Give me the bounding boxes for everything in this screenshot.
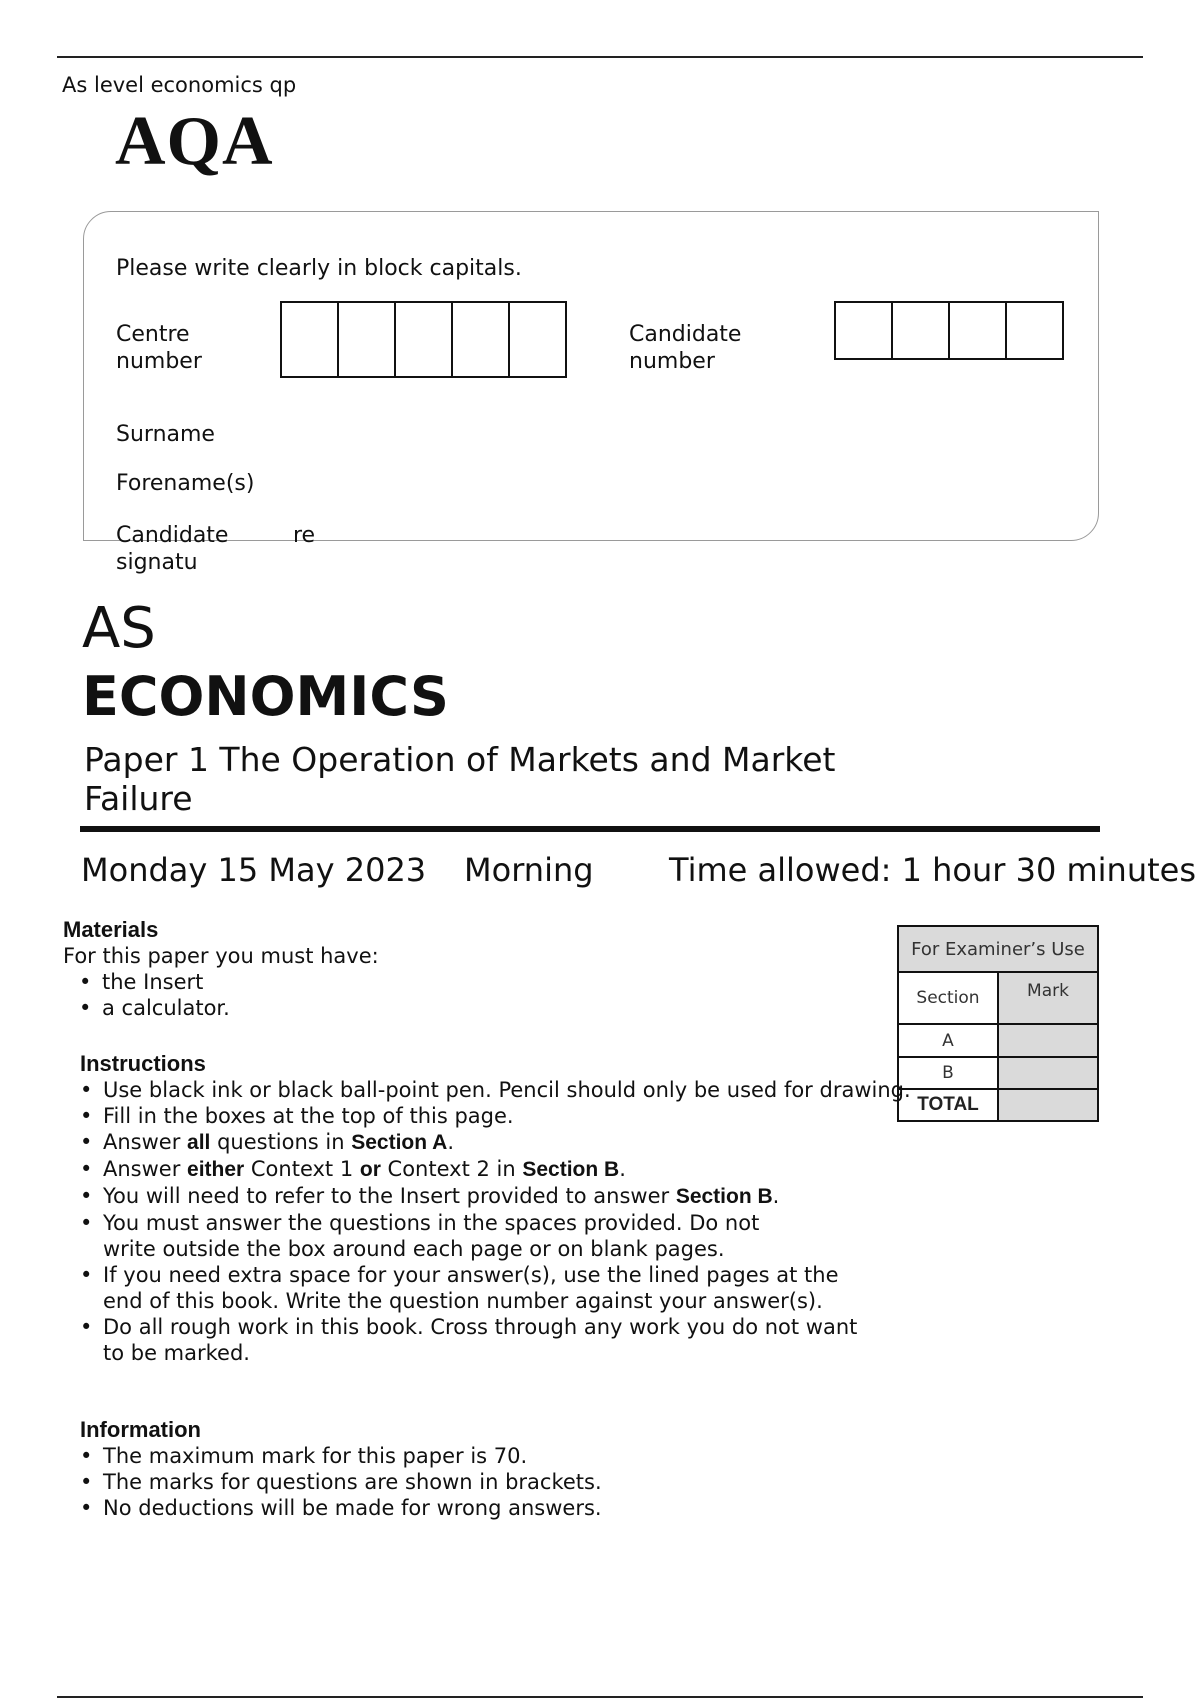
centre-number-label: Centre number <box>116 322 202 374</box>
centre-digit-box[interactable] <box>394 301 453 378</box>
signature-field[interactable] <box>330 518 1080 548</box>
list-item: • Do all rough work in this book. Cross through any work you do not want to be marked. <box>80 1314 863 1366</box>
list-item: • Answer either Context 1 or Context 2 in Section B. <box>80 1156 970 1183</box>
materials-heading: Materials <box>63 917 159 942</box>
materials-section <box>63 917 863 1021</box>
list-item: • If you need extra space for your answer(s), use the lined pages at the end of this book. Write the question number against your answer(s). <box>80 1262 843 1314</box>
section-column-header: Section <box>898 972 998 1024</box>
information-section <box>80 1417 880 1521</box>
centre-number-boxes <box>280 301 567 378</box>
section-a-cell: A <box>898 1024 998 1057</box>
title-rule <box>80 826 1100 832</box>
surname-label: Surname <box>116 422 215 447</box>
total-label: TOTAL <box>898 1089 998 1121</box>
candidate-digit-box[interactable] <box>948 301 1007 360</box>
candidate-digit-box[interactable] <box>891 301 950 360</box>
centre-digit-box[interactable] <box>508 301 567 378</box>
level-title: AS <box>82 596 156 661</box>
surname-field[interactable] <box>300 420 1080 450</box>
list-item: • The maximum mark for this paper is 70. <box>80 1443 880 1469</box>
list-item: • a calculator. <box>79 995 863 1021</box>
instructions-list <box>80 1077 970 1366</box>
examiner-table-title: For Examiner’s Use <box>898 926 1098 972</box>
examiner-use-table <box>897 925 1099 1122</box>
centre-digit-box[interactable] <box>337 301 396 378</box>
list-item: • Fill in the boxes at the top of this page. <box>80 1103 970 1129</box>
forename-label: Forename(s) <box>116 471 255 496</box>
bottom-rule <box>57 1696 1143 1698</box>
materials-intro: For this paper you must have: <box>63 944 379 968</box>
information-list <box>80 1443 880 1521</box>
list-item: • No deductions will be made for wrong answers. <box>80 1495 880 1521</box>
centre-digit-box[interactable] <box>451 301 510 378</box>
list-item: • the Insert <box>79 969 863 995</box>
exam-session: Morning <box>464 851 594 889</box>
candidate-number-boxes <box>834 301 1064 360</box>
candidate-number-label: Candidate number <box>629 322 742 374</box>
list-item: • Use black ink or black ball-point pen. Pencil should only be used for drawing. <box>80 1077 970 1103</box>
aqa-logo: AQA <box>115 103 274 180</box>
total-mark[interactable] <box>998 1089 1098 1121</box>
list-item: • You will need to refer to the Insert provided to answer Section B. <box>80 1183 970 1210</box>
candidate-digit-box[interactable] <box>834 301 893 360</box>
paper-title: Paper 1 The Operation of Markets and Market Failure <box>84 740 836 818</box>
section-b-cell: B <box>898 1057 998 1089</box>
list-item: • Answer all questions in Section A. <box>80 1129 970 1156</box>
materials-list <box>79 969 863 1021</box>
top-rule <box>57 56 1143 58</box>
document-label: As level economics qp <box>62 73 297 97</box>
information-heading: Information <box>80 1417 201 1442</box>
list-item: • You must answer the questions in the spaces provided. Do not write outside the box around each page or on blank pages. <box>80 1210 803 1262</box>
candidate-digit-box[interactable] <box>1005 301 1064 360</box>
instructions-heading: Instructions <box>80 1051 206 1076</box>
exam-date: Monday 15 May 2023 <box>81 851 427 889</box>
time-allowed: Time allowed: 1 hour 30 minutes <box>669 851 1196 889</box>
signature-label: Candidate signatu <box>116 523 229 575</box>
section-a-mark[interactable] <box>998 1024 1098 1057</box>
signature-label-suffix: re <box>293 523 316 548</box>
instructions-section <box>80 1051 970 1366</box>
subject-title: ECONOMICS <box>82 665 449 728</box>
mark-column-header: Mark <box>998 972 1098 1024</box>
list-item: • The marks for questions are shown in brackets. <box>80 1469 880 1495</box>
centre-digit-box[interactable] <box>280 301 339 378</box>
forename-field[interactable] <box>300 468 1080 498</box>
section-b-mark[interactable] <box>998 1057 1098 1089</box>
block-capitals-instruction: Please write clearly in block capitals. <box>116 256 522 281</box>
